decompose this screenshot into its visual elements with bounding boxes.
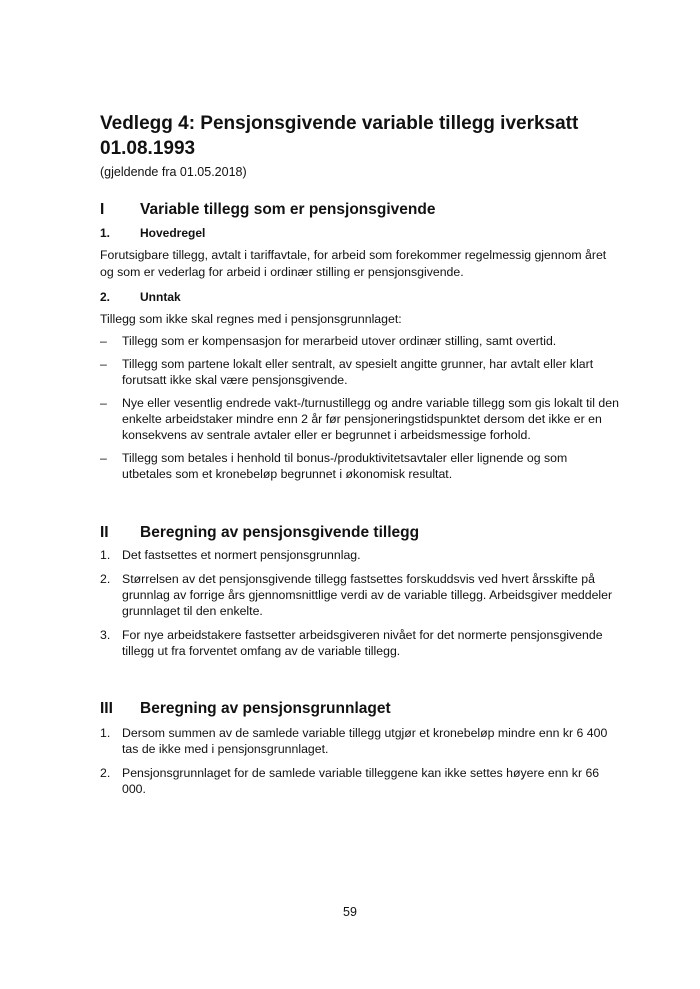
list-item-text: Dersom summen av de samlede variable tillegg utgjør et kronebeløp mindre enn kr 6 400 tas de ikke med i pensjonsgrunnlaget.	[122, 726, 608, 756]
dash-bullet: –	[100, 396, 107, 410]
document-subtitle: (gjeldende fra 01.05.2018)	[100, 165, 247, 179]
section-2-number: II	[100, 524, 109, 541]
subsection-1-title: Hovedregel	[140, 226, 206, 240]
list-item	[100, 725, 620, 757]
page-number: 59	[343, 905, 357, 919]
section-3-title: Beregning av pensjonsgrunnlaget	[140, 700, 391, 717]
section-2-heading	[100, 524, 419, 542]
list-item-text: Pensjonsgrunnlaget for de samlede variable tilleggene kan ikke settes høyere enn kr 66 000.	[122, 766, 600, 796]
list-item-text: Tillegg som er kompensasjon for merarbeid utover ordinær stilling, samt overtid.	[122, 334, 557, 348]
unntak-intro: Tillegg som ikke skal regnes med i pensjonsgrunnlaget:	[100, 312, 402, 326]
list-item-text: For nye arbeidstakere fastsetter arbeidsgiveren nivået for det normerte pensjonsgivende tillegg ut fra forventet omfang av de variable tillegg.	[122, 628, 603, 658]
item-number: 2.	[100, 766, 111, 780]
dash-bullet: –	[100, 334, 107, 348]
item-number: 2.	[100, 572, 111, 586]
subsection-2-heading	[100, 290, 181, 304]
item-number: 1.	[100, 726, 111, 740]
list-item	[100, 627, 620, 659]
list-item	[100, 450, 620, 482]
section-3-heading	[100, 700, 391, 718]
list-item	[100, 356, 620, 388]
hovedregel-text: Forutsigbare tillegg, avtalt i tariffavtale, for arbeid som forekommer regelmessig gjennom året og som er vederlag for arbeid i ordinær stilling er pensjonsgivende.	[100, 248, 607, 279]
list-item	[100, 547, 620, 563]
section-2-title: Beregning av pensjonsgivende tillegg	[140, 524, 420, 541]
subsection-1-heading	[100, 226, 205, 240]
section-3-number: III	[100, 700, 113, 717]
list-item	[100, 571, 620, 619]
section-3-list	[100, 725, 620, 805]
section-1-heading	[100, 201, 435, 219]
document-title: Vedlegg 4: Pensjonsgivende variable tillegg iverksatt 01.08.1993	[100, 113, 579, 159]
section-1-title: Variable tillegg som er pensjonsgivende	[140, 201, 436, 218]
list-item-text: Tillegg som betales i henhold til bonus-/produktivitetsavtaler eller lignende og som utbetales som et kronebeløp begrunnet i økonomisk resultat.	[122, 451, 568, 481]
dash-bullet: –	[100, 451, 107, 465]
list-item-text: Nye eller vesentlig endrede vakt-/turnustillegg og andre variable tillegg som gis lokalt til den enkelte arbeidstaker mindre enn 2 år før pensjoneringstidspunktet dersom det ikke er en konsekvens av sentrale avtaler eller er begrunnet i arbeidsmessige forhold.	[122, 396, 619, 442]
subsection-2-number: 2.	[100, 290, 111, 304]
list-item	[100, 395, 620, 443]
unntak-list	[100, 333, 620, 489]
list-item-text: Størrelsen av det pensjonsgivende tillegg fastsettes forskuddsvis ved hvert årsskifte på grunnlag av forrige års gjennomsnittlige verdi av de variable tillegg. Arbeidsgiver meddeler grunnlaget til den enkelte.	[122, 572, 613, 618]
list-item	[100, 333, 620, 349]
list-item	[100, 765, 620, 797]
list-item-text: Tillegg som partene lokalt eller sentralt, av spesielt angitte grunner, har avtalt eller klart forutsatt ikke skal være pensjonsgivende.	[122, 357, 594, 387]
item-number: 1.	[100, 548, 111, 562]
item-number: 3.	[100, 628, 111, 642]
subsection-2-title: Unntak	[140, 290, 181, 304]
subsection-1-number: 1.	[100, 226, 111, 240]
dash-bullet: –	[100, 357, 107, 371]
list-item-text: Det fastsettes et normert pensjonsgrunnlag.	[122, 548, 361, 562]
section-1-number: I	[100, 201, 105, 218]
section-2-list	[100, 547, 620, 667]
